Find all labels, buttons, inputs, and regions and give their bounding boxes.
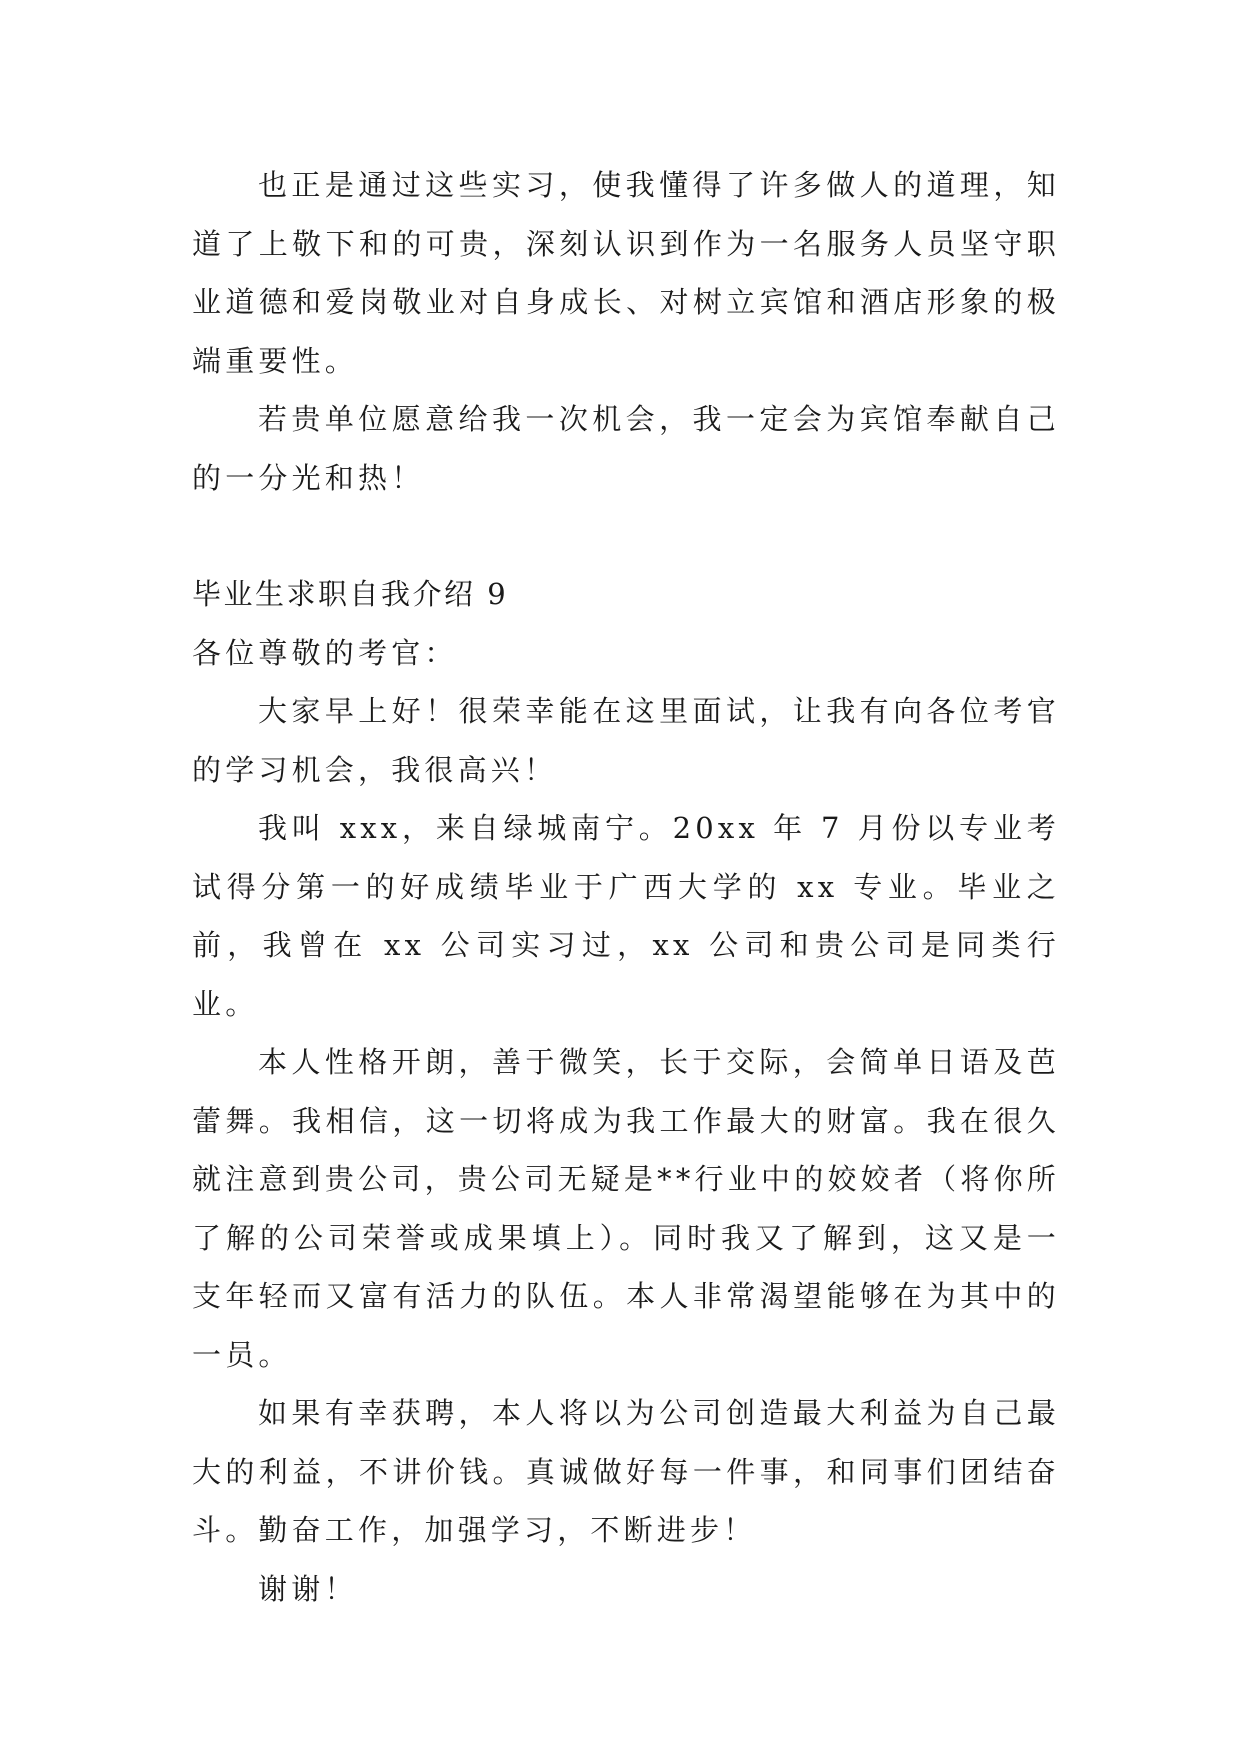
paragraph: 如果有幸获聘，本人将以为公司创造最大利益为自己最大的利益，不讲价钱。真诚做好每一件事，和同事们团结奋斗。勤奋工作，加强学习，不断进步！ <box>192 1396 1060 1547</box>
section-title: 毕业生求职自我介绍 9 <box>192 577 509 611</box>
section-spacer <box>192 507 1060 565</box>
paragraph: 若贵单位愿意给我一次机会，我一定会为宾馆奉献自己的一分光和热！ <box>192 402 1060 495</box>
closing-thanks: 谢谢！ <box>258 1571 358 1606</box>
paragraph: 我叫 xxx，来自绿城南宁。20xx 年 7 月份以专业考试得分第一的好成绩毕业于广西大学的 xx 专业。毕业之前，我曾在 xx 公司实习过，xx 公司和贵公司是同类行业。 <box>192 811 1060 1021</box>
salutation: 各位尊敬的考官： <box>192 635 458 670</box>
document-body <box>192 156 1060 1618</box>
paragraph: 大家早上好！很荣幸能在这里面试，让我有向各位考官的学习机会，我很高兴！ <box>192 694 1060 787</box>
paragraph: 也正是通过这些实习，使我懂得了许多做人的道理，知道了上敬下和的可贵，深刻认识到作为一名服务人员坚守职业道德和爱岗敬业对自身成长、对树立宾馆和酒店形象的极端重要性。 <box>192 168 1060 378</box>
paragraph: 本人性格开朗，善于微笑，长于交际，会简单日语及芭蕾舞。我相信，这一切将成为我工作最大的财富。我在很久就注意到贵公司，贵公司无疑是**行业中的姣姣者（将你所了解的公司荣誉或成果填上）。同时我又了解到，这又是一支年轻而又富有活力的队伍。本人非常渴望能够在为其中的一员。 <box>192 1045 1060 1372</box>
